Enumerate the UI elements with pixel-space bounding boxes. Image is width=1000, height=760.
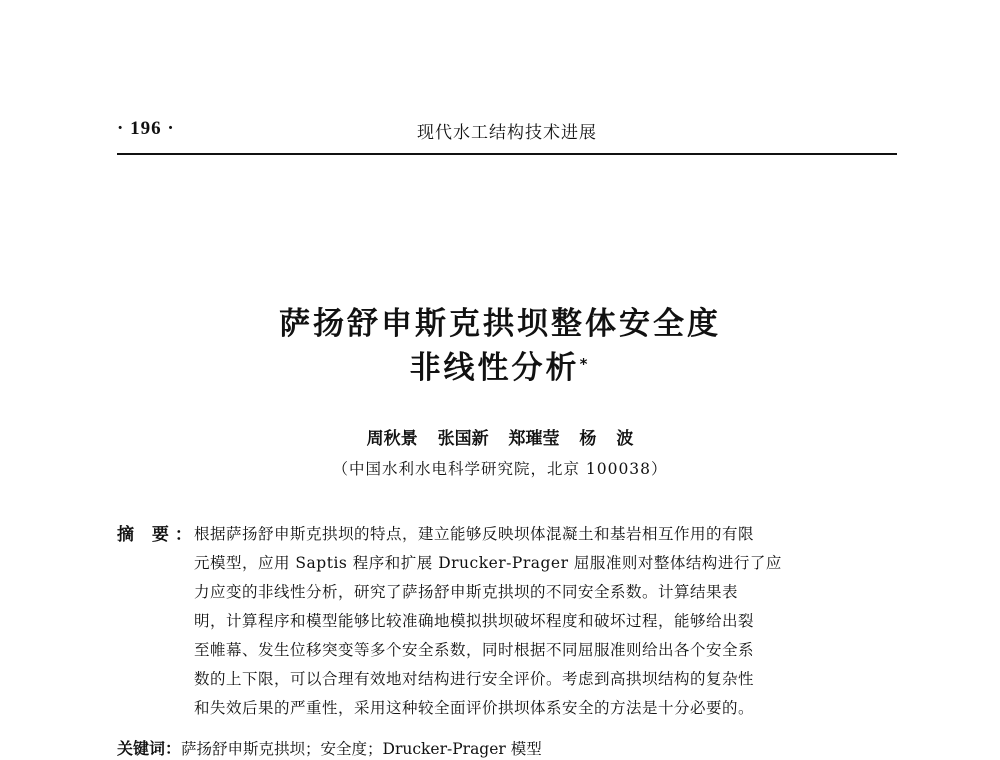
header-rule	[117, 153, 897, 155]
keywords-text: 萨扬舒申斯克拱坝；安全度；Drucker-Prager 模型	[181, 740, 542, 758]
keywords	[117, 736, 897, 759]
keywords-label: 关键词：	[117, 739, 182, 758]
running-header	[117, 118, 897, 148]
abstract-line: 元模型，应用 Saptis 程序和扩展 Drucker-Prager 屈服准则对整体结构进行了应	[194, 554, 782, 572]
abstract-body	[194, 520, 897, 723]
title-line-1: 萨扬舒申斯克拱坝整体安全度	[279, 306, 721, 342]
article-title	[0, 302, 1000, 390]
journal-name: 现代水工结构技术进展	[417, 123, 597, 143]
abstract-line: 明，计算程序和模型能够比较准确地模拟拱坝破坏程度和破坏过程，能够给出裂	[194, 612, 755, 630]
abstract-line: 至帷幕、发生位移突变等多个安全系数，同时根据不同屈服准则给出各个安全系	[194, 641, 755, 659]
title-footnote-mark: *	[579, 355, 591, 373]
abstract-line: 和失效后果的严重性，采用这种较全面评价拱坝体系安全的方法是十分必要的。	[194, 699, 755, 717]
abstract-label: 摘 要：	[117, 525, 198, 545]
abstract-line: 根据萨扬舒申斯克拱坝的特点，建立能够反映坝体混凝土和基岩相互作用的有限	[194, 525, 755, 543]
author-list: 周秋景 张国新 郑璀莹 杨 波	[366, 429, 634, 449]
page-number: · 196 ·	[117, 118, 175, 139]
title-line-2	[0, 346, 1000, 390]
title-line-2-text: 非线性分析	[409, 350, 580, 386]
abstract-line: 力应变的非线性分析，研究了萨扬舒申斯克拱坝的不同安全系数。计算结果表	[194, 583, 739, 601]
abstract-line: 数的上下限，可以合理有效地对结构进行安全评价。考虑到高拱坝结构的复杂性	[194, 670, 755, 688]
affiliation: （中国水利水电科学研究院，北京 100038）	[332, 460, 668, 478]
